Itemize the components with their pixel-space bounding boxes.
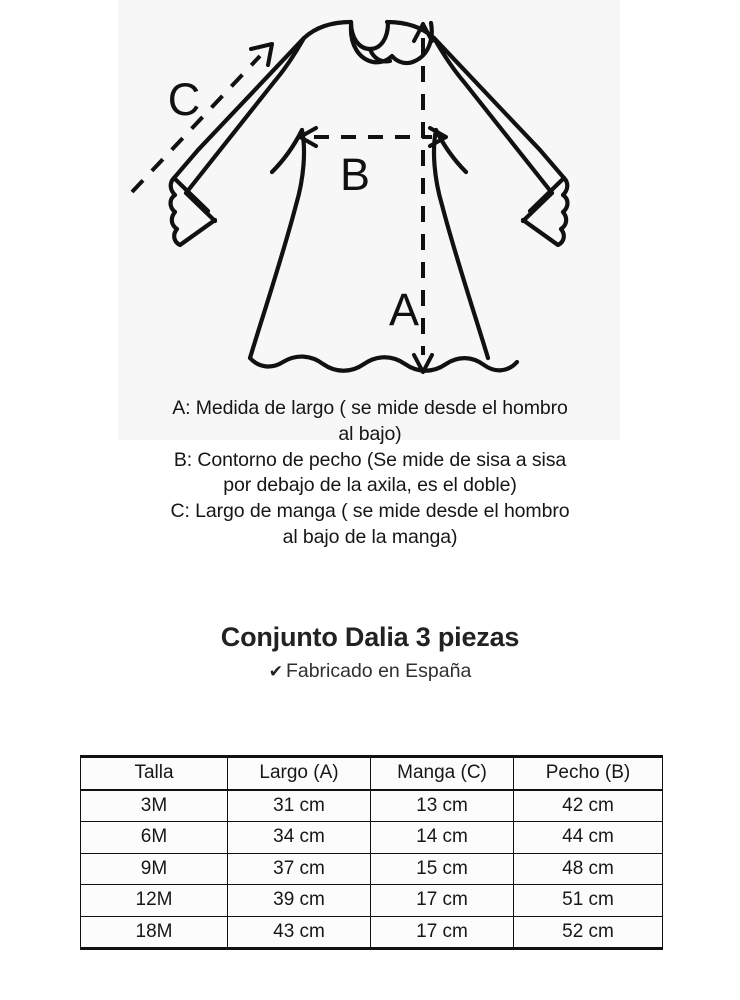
cell-pecho: 44 cm (514, 822, 663, 854)
cell-pecho: 52 cm (514, 916, 663, 949)
table-row (81, 822, 663, 854)
table-row (81, 790, 663, 822)
cell-largo: 31 cm (228, 790, 371, 822)
cell-manga: 14 cm (371, 822, 514, 854)
column-header-pecho: Pecho (B) (514, 757, 663, 790)
label-a: A (388, 284, 419, 335)
cell-manga: 15 cm (371, 853, 514, 885)
cell-manga: 13 cm (371, 790, 514, 822)
cell-pecho: 42 cm (514, 790, 663, 822)
cell-manga: 17 cm (371, 916, 514, 949)
legend-line-2: al bajo) (338, 422, 402, 445)
cell-talla: 18M (81, 916, 228, 949)
size-table-container (80, 755, 662, 950)
legend-line-3: B: Contorno de pecho (Se mide de sisa a sisa (173, 448, 567, 471)
cell-talla: 12M (81, 885, 228, 917)
column-header-largo: Largo (A) (228, 757, 371, 790)
label-c: C (167, 74, 201, 125)
size-guide-diagram-panel (118, 0, 620, 440)
table-header-row (81, 757, 663, 790)
cell-talla: 9M (81, 853, 228, 885)
cell-largo: 37 cm (228, 853, 371, 885)
cell-talla: 6M (81, 822, 228, 854)
check-icon: ✔ (268, 662, 283, 681)
product-heading (0, 620, 740, 685)
made-in-spain-badge (0, 658, 740, 685)
made-in-spain-label: Fabricado en España (285, 660, 472, 682)
measurement-legend (0, 396, 740, 551)
size-table (80, 755, 663, 950)
legend-line-5: C: Largo de manga ( se mide desde el hombro (170, 500, 570, 523)
dress-measurement-diagram (118, 0, 620, 400)
column-header-manga: Manga (C) (371, 757, 514, 790)
legend-line-6: al bajo de la manga) (282, 525, 458, 548)
cell-manga: 17 cm (371, 885, 514, 917)
table-row (81, 853, 663, 885)
cell-largo: 43 cm (228, 916, 371, 949)
cell-talla: 3M (81, 790, 228, 822)
page-title: Conjunto Dalia 3 piezas (220, 622, 520, 652)
cell-pecho: 51 cm (514, 885, 663, 917)
cell-largo: 34 cm (228, 822, 371, 854)
label-b: B (339, 149, 371, 200)
column-header-talla: Talla (81, 757, 228, 790)
table-row (81, 885, 663, 917)
cell-largo: 39 cm (228, 885, 371, 917)
legend-line-4: por debajo de la axila, es el doble) (223, 474, 517, 497)
cell-pecho: 48 cm (514, 853, 663, 885)
table-row (81, 916, 663, 949)
legend-line-1: A: Medida de largo ( se mide desde el hombro (172, 397, 568, 419)
